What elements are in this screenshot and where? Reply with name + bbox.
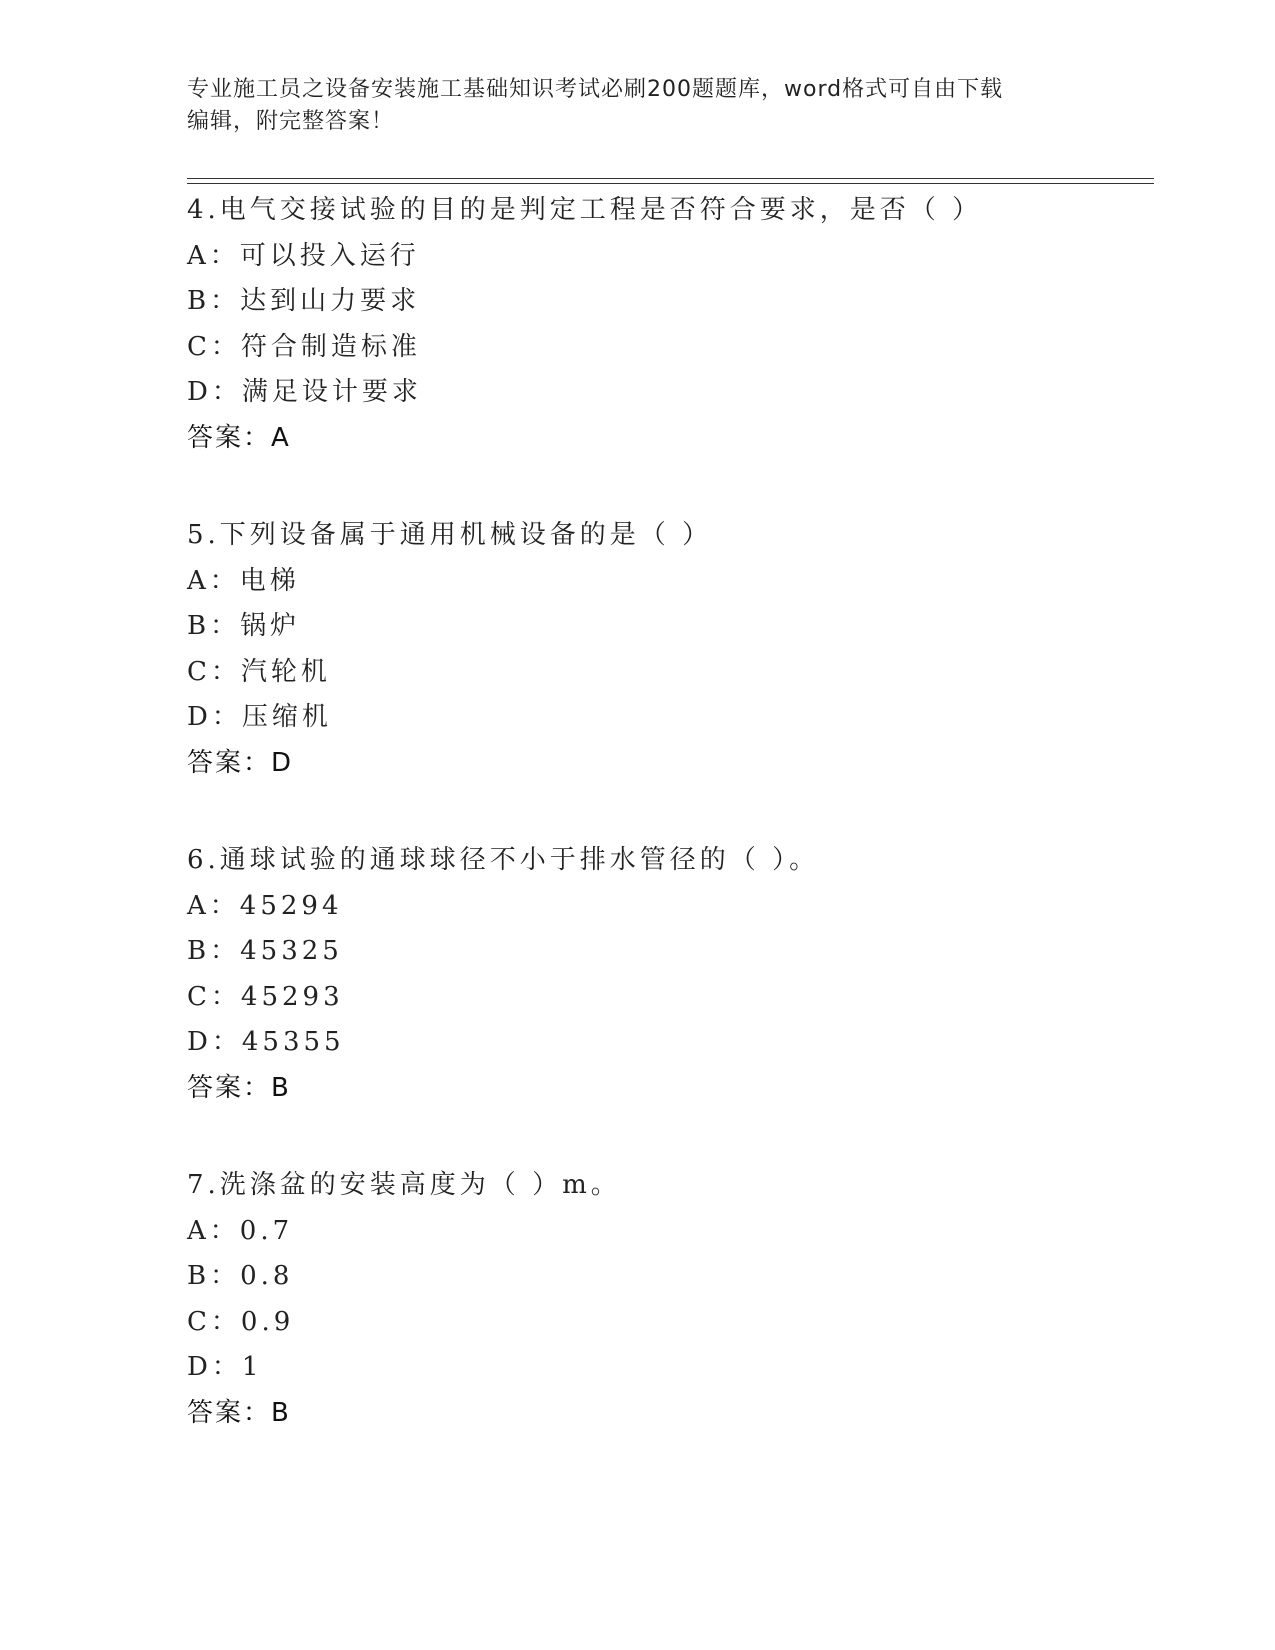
answer-label: 答案：B xyxy=(187,1072,291,1103)
option-letter: D： xyxy=(187,702,242,732)
option-text: 满足设计要求 xyxy=(241,377,422,407)
option-b xyxy=(187,929,1154,975)
question-stem: 4.电气交接试验的目的是判定工程是否符合要求，是否（ ） xyxy=(187,195,983,225)
option-a xyxy=(187,559,1154,605)
question-list xyxy=(187,188,1154,1436)
option-text: 达到山力要求 xyxy=(240,286,421,316)
header-line-2: 编辑，附完整答案！ xyxy=(187,109,395,134)
header-line-1: 专业施工员之设备安装施工基础知识考试必刷200题题库，word格式可自由下载 xyxy=(187,77,1004,102)
option-letter: D： xyxy=(187,1352,242,1382)
option-text: 45293 xyxy=(240,981,344,1012)
option-text: 锅炉 xyxy=(240,611,301,641)
option-letter: A： xyxy=(187,890,240,921)
question-stem: 5.下列设备属于通用机械设备的是（ ） xyxy=(187,520,713,550)
option-letter: D： xyxy=(187,377,242,407)
option-b xyxy=(187,279,1154,325)
header-divider-bottom xyxy=(187,183,1154,184)
option-d xyxy=(187,370,1154,416)
option-text: 0.7 xyxy=(239,1215,294,1246)
answer-label: 答案：B xyxy=(187,1397,291,1428)
question-stem: 6.通球试验的通球球径不小于排水管径的（ ）。 xyxy=(187,845,820,875)
question-stem: 7.洗涤盆的安装高度为（ ）m。 xyxy=(187,1170,621,1200)
option-c xyxy=(187,325,1154,371)
option-text: 可以投入运行 xyxy=(239,240,420,271)
option-letter: A： xyxy=(187,1215,240,1246)
option-letter: D： xyxy=(187,1027,242,1057)
option-a xyxy=(187,234,1154,280)
option-c xyxy=(187,975,1154,1021)
option-d xyxy=(187,1345,1154,1391)
option-letter: B： xyxy=(187,936,241,966)
header-divider-top xyxy=(187,178,1154,179)
option-c xyxy=(187,650,1154,696)
option-text: 汽轮机 xyxy=(240,656,331,687)
question-item xyxy=(187,838,1154,1111)
option-text: 0.8 xyxy=(240,1261,294,1291)
option-text: 压缩机 xyxy=(241,702,332,732)
option-letter: C： xyxy=(187,331,241,362)
option-letter: C： xyxy=(187,656,241,687)
question-item xyxy=(187,188,1154,461)
option-letter: B： xyxy=(187,1261,241,1291)
option-text: 符合制造标准 xyxy=(240,331,421,362)
option-text: 45325 xyxy=(240,936,343,966)
option-a xyxy=(187,1209,1154,1255)
option-letter: C： xyxy=(187,1306,241,1337)
answer-label: 答案：D xyxy=(187,747,294,778)
question-item xyxy=(187,1163,1154,1436)
option-a xyxy=(187,884,1154,930)
question-item xyxy=(187,513,1154,786)
option-letter: B： xyxy=(187,286,241,316)
option-c xyxy=(187,1300,1154,1346)
option-d xyxy=(187,1020,1154,1066)
option-letter: B： xyxy=(187,611,241,641)
option-b xyxy=(187,1254,1154,1300)
option-text: 0.9 xyxy=(240,1306,295,1337)
option-d xyxy=(187,695,1154,741)
answer-label: 答案：A xyxy=(187,422,291,453)
option-letter: A： xyxy=(187,565,240,596)
option-text: 45355 xyxy=(241,1027,345,1057)
option-text: 1 xyxy=(241,1352,263,1382)
document-header xyxy=(187,74,1087,138)
option-text: 电梯 xyxy=(239,565,300,596)
option-b xyxy=(187,604,1154,650)
option-text: 45294 xyxy=(239,890,343,921)
option-letter: C： xyxy=(187,981,241,1012)
option-letter: A： xyxy=(187,240,240,271)
